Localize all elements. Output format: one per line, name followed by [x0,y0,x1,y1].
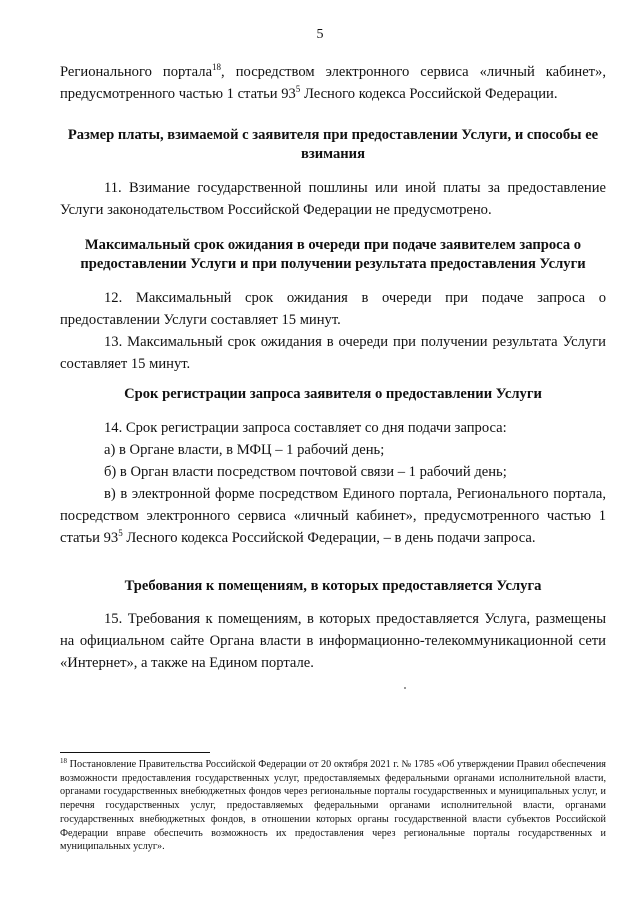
footnote-18 [60,758,606,854]
footnote-marker: 18 [60,757,67,765]
footnote-separator [60,752,210,753]
heading-premises: Требования к помещениям, в которых предоставляется Услуга [124,578,542,594]
item-12: 12. Максимальный срок ожидания в очереди при подаче запроса о предоставлении Услуги составляет 15 минут. [60,290,606,328]
item-13: 13. Максимальный срок ожидания в очереди при получении результата Услуги составляет 15 минут. [60,334,606,372]
item-11-block [60,177,606,221]
item-14a: а) в Органе власти, в МФЦ – 1 рабочий день; [104,442,385,458]
heading-queue: Максимальный срок ожидания в очереди при подаче заявителем запроса о предоставлении Услуги и при получении результата предоставления Услуги [80,237,586,272]
heading-fee: Размер платы, взимаемой с заявителя при предоставлении Услуги, и способы ее взимания [67,127,599,162]
intro-text-rest: , посредством электронного сервиса «личный кабинет», предусмотренного частью 1 статьи 93 [60,64,606,102]
item-14-block [60,417,606,549]
intro-paragraph-block [60,61,606,105]
footnote-ref-18[interactable]: 18 [212,62,222,72]
item-14c [60,483,606,549]
item-14: 14. Срок регистрации запроса составляет со дня подачи запроса: [104,420,507,436]
footnote-paragraph [60,758,606,854]
article-superscript: 5 [118,528,123,538]
item-15-block [60,608,606,674]
scan-speck [404,687,406,689]
heading-registration: Срок регистрации запроса заявителя о предоставлении Услуги [124,386,542,402]
article-superscript: 5 [295,84,301,94]
section-premises [60,577,606,596]
section-registration [60,385,606,404]
item-15: 15. Требования к помещениям, в которых предоставляется Услуга, размещены на официальном сайте Органа власти в информационно-телекоммуникационной сети «Интернет», а также на Едином портале. [60,611,606,671]
section-fee [60,126,606,164]
item-14b: б) в Орган власти посредством почтовой связи – 1 рабочий день; [104,464,507,480]
item-14c-text: в) в электронной форме посредством Единого портала, Регионального портала, посредством электронного сервиса «личный кабинет», предусмотренного частью 1 статьи 93 [60,486,606,546]
intro-text: Регионального портала [60,64,213,80]
item-11: 11. Взимание государственной пошлины или иной платы за предоставление Услуги законодательством Российской Федерации не предусмотрено. [60,180,606,218]
intro-paragraph [60,61,606,105]
item-14c-text-end: Лесного кодекса Российской Федерации, – в день подачи запроса. [122,530,536,546]
page-number: 5 [316,27,324,42]
footnote-text: Постановление Правительства Российской Федерации от 20 октября 2021 г. № 1785 «Об утверждении Правил обеспечения возможности предоставления государственных услуг, предоставляемых федеральными органами исполнительной власти, органами государственных внебюджетных фондов через региональные порталы государственных и муниципальных услуг, и перечня государственных услуг, предоставляемых федеральными органами исполнительной власти, органами государственных внебюджетных фондов, в отношении которых органы государственной власти субъектов Российской Федерации вправе обеспечить возможность их предоставления через региональные порталы государственных и муниципальных услуг». [60,759,606,853]
intro-text-end: Лесного кодекса Российской Федерации. [300,86,558,102]
section-queue [60,236,606,274]
items-12-13-block [60,287,606,375]
